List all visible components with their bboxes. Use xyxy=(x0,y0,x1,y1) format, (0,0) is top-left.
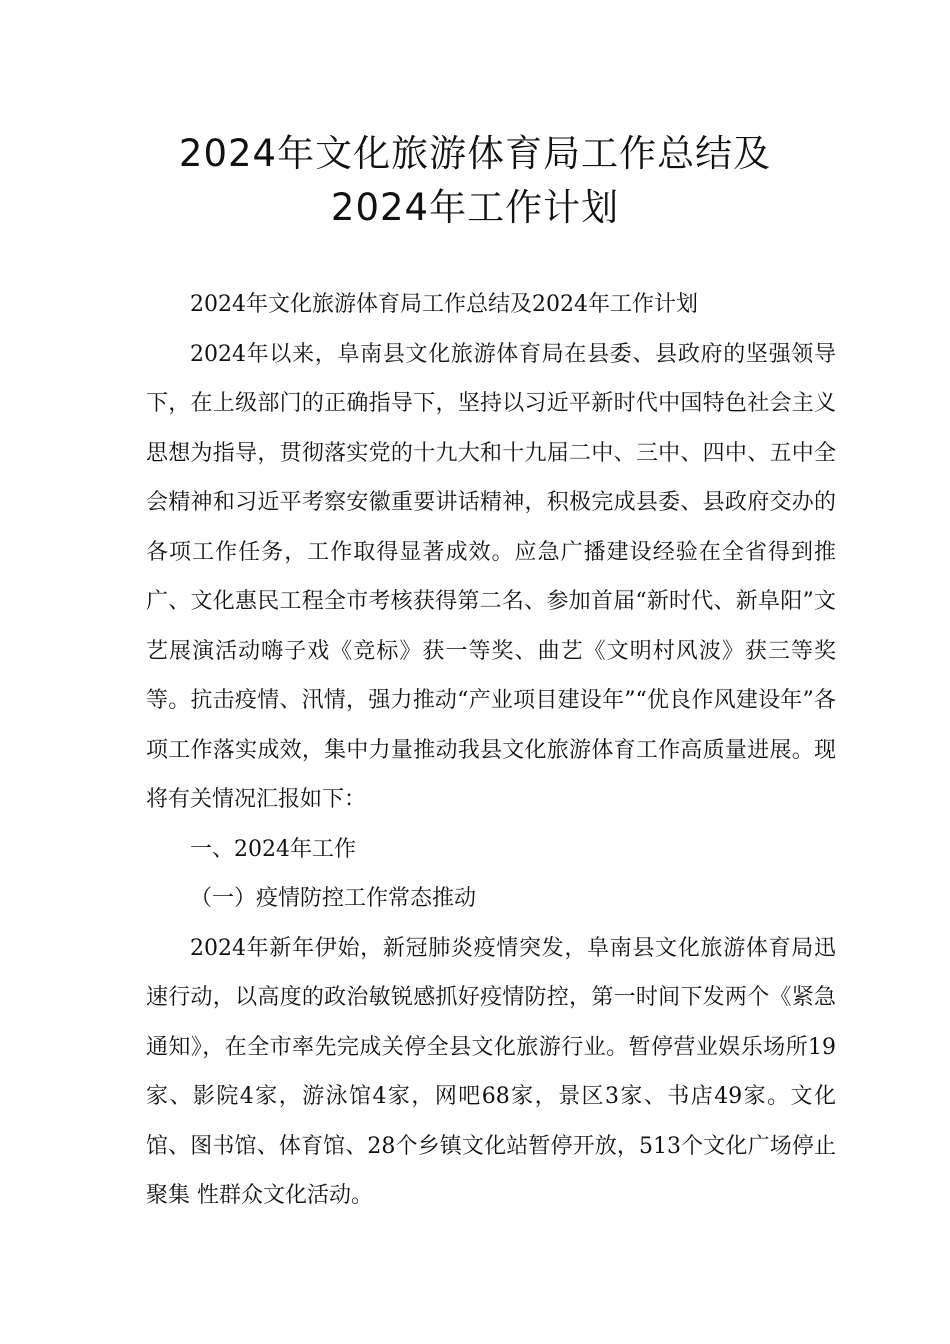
paragraph-subtitle: 2024年文化旅游体育局工作总结及2024年工作计划 xyxy=(190,292,698,317)
document-title-line-1: 2024年文化旅游体育局工作总结及 xyxy=(178,132,772,175)
document-body xyxy=(146,280,836,1221)
paragraph-epidemic: 2024年新年伊始，新冠肺炎疫情突发，阜南县文化旅游体育局迅速行动，以高度的政治敏锐感抓好疫情防控，第一时间下发两个《紧急通知》，在全市率先完成关停全县文化旅游行业。暂停营业娱乐场所19家、影院4家，游泳馆4家，网吧68家，景区3家、书店49家。文化馆、图书馆、体育馆、28个乡镇文化站暂停开放，513个文化广场停止聚集 性群众文化活动。 xyxy=(146,935,836,1208)
document-title-line-2: 2024年工作计划 xyxy=(330,186,620,229)
paragraph-intro: 2024年以来，阜南县文化旅游体育局在县委、县政府的坚强领导下，在上级部门的正确指导下，坚持以习近平新时代中国特色社会主义思想为指导，贯彻落实党的十九大和十九届二中、三中、四中、五中全会精神和习近平考察安徽重要讲话精神，积极完成县委、县政府交办的各项工作任务，工作取得显著成效。应急广播建设经验在全省得到推广、文化惠民工程全市考核获得第二名、参加首届“新时代、新阜阳”文艺展演活动嗨子戏《竞标》获一等奖、曲艺《文明村风波》获三等奖等。抗击疫情、汛情，强力推动“产业项目建设年”“优良作风建设年”各项工作落实成效，集中力量推动我县文化旅游体育工作高质量进展。现将有关情况汇报如下： xyxy=(146,341,836,812)
subsection-heading: （一）疫情防控工作常态推动 xyxy=(190,886,477,911)
section-heading: 一、2024年工作 xyxy=(190,836,356,862)
